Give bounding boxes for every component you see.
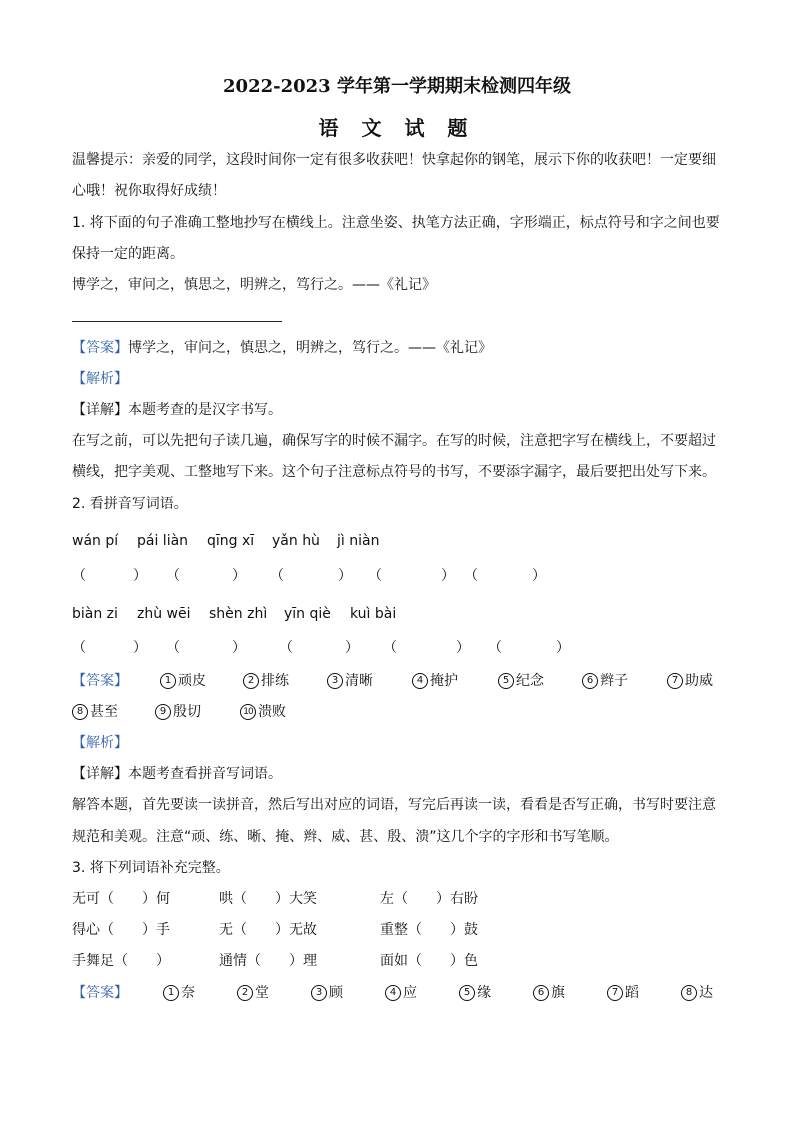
q2-detail — [72, 764, 282, 784]
q1-detail-text: 本题考查的是汉字书写。 — [128, 402, 282, 418]
answer-word: 掩护 — [430, 673, 458, 689]
pinyin-item: zhù wēi — [137, 606, 191, 622]
paren-open: （ — [72, 640, 86, 656]
q1-analysis-tag: 【解析】 — [72, 371, 128, 387]
pinyin-item: shèn zhì — [209, 606, 268, 622]
answer-item — [237, 983, 269, 1003]
paren-close: ） — [345, 640, 359, 656]
answer-word: 甚至 — [90, 704, 118, 720]
answer-word: 蹈 — [625, 985, 639, 1001]
paren-open: （ — [72, 568, 86, 584]
answer-item — [240, 702, 286, 722]
pinyin-item: kuì bài — [350, 606, 397, 622]
idiom-item: 面如（ ）色 — [380, 953, 478, 969]
answer-word: 清晰 — [345, 673, 373, 689]
idiom-item: 无（ ）无故 — [219, 922, 317, 938]
answer-word: 缘 — [477, 985, 491, 1001]
answer-word: 排练 — [261, 673, 289, 689]
circled-number: 2 — [243, 673, 259, 689]
intro-line-2: 心哦！祝你取得好成绩！ — [72, 183, 226, 199]
paren-open: （ — [279, 640, 293, 656]
q1-explain-line-2: 横线，把字美观、工整地写下来。这个句子注意标点符号的书写，不要添字漏字，最后要把出处写下来。 — [72, 464, 716, 480]
circled-number: 1 — [163, 985, 179, 1001]
pinyin-item: qīng xī — [207, 533, 255, 549]
answer-item — [327, 671, 373, 691]
exam-subtitle: 语 文 试 题 — [318, 116, 476, 140]
answer-item — [160, 671, 206, 691]
paren-open: （ — [488, 640, 502, 656]
circled-number: 4 — [385, 985, 401, 1001]
answer-item — [498, 671, 544, 691]
q1-answer-text: 博学之，审问之，慎思之，明辨之，笃行之。——《礼记》 — [128, 340, 492, 356]
circled-number: 8 — [681, 985, 697, 1001]
paren-open: （ — [166, 640, 180, 656]
paren-close: ） — [232, 640, 246, 656]
paren-open: （ — [166, 568, 180, 584]
pinyin-item: yǎn hù — [272, 533, 320, 549]
answer-item — [533, 983, 565, 1003]
q1-explain-line-1: 在写之前，可以先把句子读几遍，确保写字的时候不漏字。在写的时候，注意把字写在横线上，不要超过 — [72, 433, 716, 449]
idiom-item: 得心（ ）手 — [72, 922, 170, 938]
paren-close: ） — [338, 568, 352, 584]
answer-item — [459, 983, 491, 1003]
answer-item — [385, 983, 417, 1003]
detail-tag: 【详解】 — [72, 402, 128, 418]
pinyin-item: jì niàn — [337, 533, 380, 549]
circled-number: 3 — [311, 985, 327, 1001]
q1-quote: 博学之，审问之，慎思之，明辨之，笃行之。——《礼记》 — [72, 277, 436, 293]
pinyin-item: pái liàn — [137, 533, 189, 549]
paren-close: ） — [441, 568, 455, 584]
answer-word: 辫子 — [600, 673, 628, 689]
answer-tag: 【答案】 — [72, 985, 128, 1001]
answer-word: 殷切 — [173, 704, 201, 720]
circled-number: 4 — [412, 673, 428, 689]
q3-stem: 3. 将下列词语补充完整。 — [72, 860, 230, 876]
circled-number: 9 — [155, 704, 171, 720]
q1-answer — [72, 338, 492, 358]
answer-item — [582, 671, 628, 691]
q2-explain-line-1: 解答本题，首先要读一读拼音，然后写出对应的词语，写完后再读一读，看看是否写正确，书写时要注意 — [72, 797, 716, 813]
circled-number: 6 — [582, 673, 598, 689]
paren-close: ） — [556, 640, 570, 656]
answer-word: 溃败 — [258, 704, 286, 720]
answer-item — [681, 983, 713, 1003]
idiom-item: 左（ ）右盼 — [380, 891, 478, 907]
answer-tag: 【答案】 — [72, 673, 128, 689]
q1-writing-line — [72, 321, 282, 322]
idiom-item: 重整（ ）鼓 — [380, 922, 478, 938]
answer-item — [163, 983, 195, 1003]
circled-number: 3 — [327, 673, 343, 689]
answer-tag: 【答案】 — [72, 340, 128, 356]
q2-explain-line-2: 规范和美观。注意“顽、练、晰、掩、辫、威、甚、殷、溃”这几个字的字形和书写笔顺。 — [72, 829, 619, 845]
answer-word: 堂 — [255, 985, 269, 1001]
paren-close: ） — [456, 640, 470, 656]
circled-number: 5 — [459, 985, 475, 1001]
answer-word: 顽皮 — [178, 673, 206, 689]
circled-number: 7 — [607, 985, 623, 1001]
paren-close: ） — [532, 568, 546, 584]
circled-number: 7 — [667, 673, 683, 689]
answer-word: 助威 — [685, 673, 713, 689]
intro-line-1: 温馨提示：亲爱的同学，这段时间你一定有很多收获吧！快拿起你的钢笔，展示下你的收获吧！一定要细 — [72, 152, 716, 168]
paren-close: ） — [133, 640, 147, 656]
answer-word: 应 — [403, 985, 417, 1001]
paren-open: （ — [368, 568, 382, 584]
answer-item — [311, 983, 343, 1003]
answer-item — [607, 983, 639, 1003]
circled-number: 1 — [160, 673, 176, 689]
q1-detail — [72, 400, 282, 420]
q2-stem: 2. 看拼音写词语。 — [72, 496, 188, 512]
answer-item — [155, 702, 201, 722]
answer-item — [72, 702, 118, 722]
answer-word: 旗 — [551, 985, 565, 1001]
idiom-item: 通情（ ）理 — [219, 953, 317, 969]
circled-number: 5 — [498, 673, 514, 689]
paren-open: （ — [464, 568, 478, 584]
idiom-item: 无可（ ）何 — [72, 891, 170, 907]
paren-close: ） — [133, 568, 147, 584]
answer-word: 奈 — [181, 985, 195, 1001]
pinyin-item: yīn qiè — [284, 606, 331, 622]
answer-item — [243, 671, 289, 691]
pinyin-item: biàn zi — [72, 606, 118, 622]
circled-number: 10 — [240, 704, 256, 720]
answer-word: 达 — [699, 985, 713, 1001]
answer-item — [667, 671, 713, 691]
idiom-item: 手舞足（ ） — [72, 953, 170, 969]
paren-open: （ — [383, 640, 397, 656]
answer-item — [412, 671, 458, 691]
q2-analysis-tag: 【解析】 — [72, 735, 128, 751]
paren-close: ） — [232, 568, 246, 584]
q2-detail-text: 本题考查看拼音写词语。 — [128, 766, 282, 782]
exam-title: 2022-2023 学年第一学期期末检测四年级 — [223, 76, 571, 97]
idiom-item: 哄（ ）大笑 — [219, 891, 317, 907]
pinyin-item: wán pí — [72, 533, 119, 549]
q1-stem-line-2: 保持一定的距离。 — [72, 246, 184, 262]
detail-tag: 【详解】 — [72, 766, 128, 782]
circled-number: 2 — [237, 985, 253, 1001]
answer-word: 顾 — [329, 985, 343, 1001]
q1-stem-line-1: 1. 将下面的句子准确工整地抄写在横线上。注意坐姿、执笔方法正确，字形端正，标点符号和字之间也要 — [72, 215, 720, 231]
paren-open: （ — [270, 568, 284, 584]
circled-number: 8 — [72, 704, 88, 720]
answer-word: 纪念 — [516, 673, 544, 689]
circled-number: 6 — [533, 985, 549, 1001]
